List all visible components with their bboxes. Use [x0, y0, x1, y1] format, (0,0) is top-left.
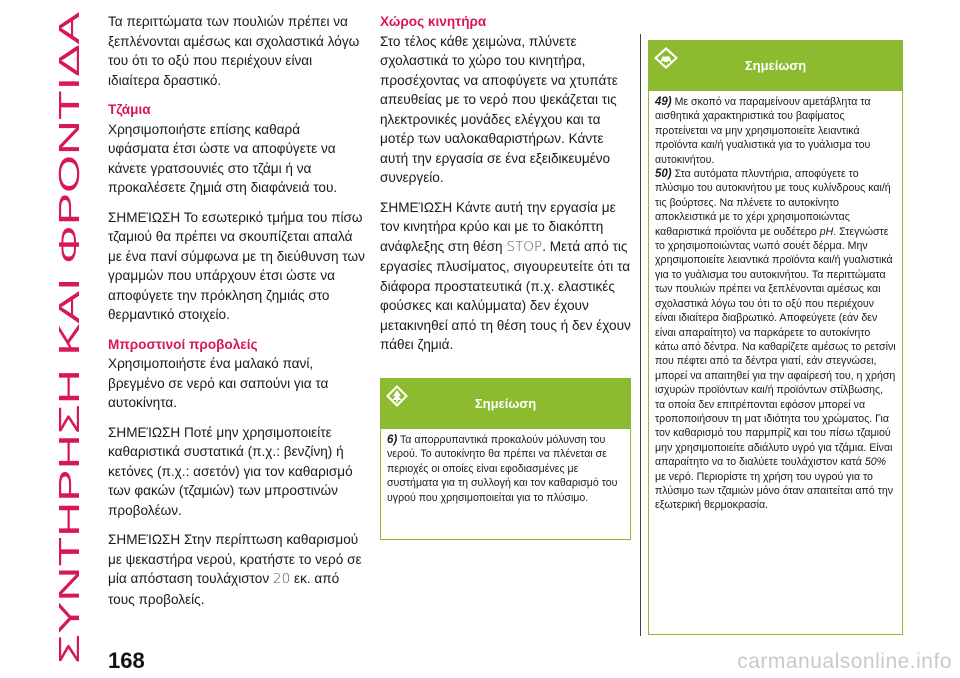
- paragraph: ΣΗΜΕΊΩΣΗ Κάντε αυτή την εργασία με τον κινητήρα κρύο και με το διακόπτη ανάφλεξης στη θέση STOP. Μετά από τις εργασίες πλυσίματος, σιγουρευτείτε ότι τα διάφορα προστατευτικά (π.χ. ελαστικές φούσκες και καλύμματα) δεν έχουν μετακινηθεί από τη θέση τους ή δεν έχουν πάθει ζημιά.: [380, 199, 631, 352]
- note-header: [381, 379, 630, 429]
- left-column: [108, 12, 365, 619]
- page-number: 168: [108, 648, 145, 673]
- note-title: Σημείωση: [744, 58, 807, 73]
- middle-column: [380, 12, 632, 365]
- percent-value: 50%: [864, 456, 887, 469]
- paragraph: Χρησιμοποιήστε ένα μαλακό πανί, βρεγμένο σε νερό και σαπούνι για τα αυτοκίνητα.: [108, 356, 329, 410]
- paragraph: Χρησιμοποιήστε επίσης καθαρά υφάσματα έτσι ώστε να αποφύγετε να κάνετε γρατσουνιές στο τζάμι ή να προκαλέσετε ζημιά στη διαφάνειά του.: [108, 121, 338, 195]
- car-warning-icon: [653, 41, 679, 91]
- paragraph: ΣΗΜΕΊΩΣΗ Στην περίπτωση καθαρισμού με ψεκαστήρα νερού, κρατήστε το νερό σε μία απόσταση τουλάχιστον 20 εκ. από τους προβολείς.: [108, 532, 362, 607]
- chapter-side-title: [0, 0, 90, 678]
- note-body: 6) Τα απορρυπαντικά προκαλούν μόλυνση του νερού. Το αυτοκίνητο θα πρέπει να πλένεται σε περιοχές οι οποίες είναι εφοδιασμένες με συστήματα για τη συλλογή και τον καθαρισμό του υγρού που χρησιμοποιείται για το πλύσιμο.: [387, 434, 618, 504]
- care-note-box: [648, 40, 903, 635]
- paragraph: ΣΗΜΕΊΩΣΗ Το εσωτερικό τμήμα του πίσω τζαμιού θα πρέπει να σκουπίζεται απαλά με ένα πανί σύμφωνα με τη διεύθυνση των γραμμών που υπάρχουν έτσι ώστε να αποφύγετε την πρόκληση ζημιάς στο θερμαντικό στοιχείο.: [108, 209, 365, 322]
- note-header: [649, 41, 902, 91]
- distance-value: 20: [272, 571, 291, 587]
- note-number: 49): [655, 96, 672, 108]
- section-heading-headlights: Μπροστινοί προβολείς: [108, 336, 258, 352]
- ph-term: pH: [819, 225, 834, 238]
- chapter-title-text: ΣΥΝΤΗΡΗΣΗ ΚΑΙ ΦΡΟΝΤΙΔΑ: [54, 274, 86, 664]
- paragraph: ΣΗΜΕΊΩΣΗ Ποτέ μην χρησιμοποιείτε καθαριστικά συστατικά (π.χ.: βενζίνη) ή κετόνες (π.χ.: ασετόν) για τον καθαρισμό των φακών (τζαμιών) των μπροστινών προβολέων.: [108, 424, 353, 518]
- environment-tree-icon: [385, 379, 409, 429]
- ignition-position: STOP: [506, 238, 543, 255]
- watermark: carmanualsonline.info: [737, 650, 952, 673]
- column-divider: [640, 34, 641, 636]
- section-heading-engine-bay: Χώρος κινητήρα: [380, 14, 487, 29]
- note-title: Σημείωση: [474, 396, 537, 411]
- paragraph: Τα περιττώματα των πουλιών πρέπει να ξεπλένονται αμέσως και σχολαστικά λόγω του ότι το οξύ που περιέχουν είναι ιδιαίτερα δραστικό.: [108, 14, 360, 88]
- paragraph: Στο τέλος κάθε χειμώνα, πλύνετε σχολαστικά το χώρο του κινητήρα, προσέχοντας να αποφύγετε να χτυπάτε απευθείας με το νερό που ψεκάζεται τις ηλεκτρονικές μονάδες ελέγχου και τα μοτέρ των υαλοκαθαριστήρων. Κάντε αυτή την εργασία σε ένα εξειδικευμένο συνεργείο.: [380, 33, 618, 185]
- environment-note-box: [380, 378, 631, 540]
- note-number: 50): [655, 168, 672, 181]
- note-body: 49) Με σκοπό να παραμείνουν αμετάβλητα τα αισθητικά χαρακτηριστικά του βαφίματος προτείνεται να μην χρησιμοποιείτε λειαντικά προϊόντα και/ή γυαλιστικά για το γυάλισμα του αυτοκινήτου. 50) Στα αυτόματα πλυντήρια, αποφύγετε το πλύσιμο του αυτοκινήτου με τους κυλίνδρους και/ή τις βούρτσες. Να πλένετε το αυτοκίνητο αποκλειστικά με το χέρι χρησιμοποιώντας καθαριστικά προϊόντα με ουδέτερο pH. Στεγνώστε το χρησιμοποιώντας νωπό σουέτ δέρμα. Μην χρησιμοποιείτε λειαντικά προϊόντα και/ή γυαλιστικά για το γυάλισμα του αυτοκινήτου. Τα περιττώματα των πουλιών πρέπει να ξεπλένονται αμέσως και σχολαστικά λόγω του ότι το οξύ που περιέχουν είναι ιδιαίτερα διαβρωτικό. Αποφεύγετε (εάν δεν είναι απαραίτητο) να παρκάρετε το αυτοκίνητο κάτω από δέντρα. Να καθαρίζετε αμέσως το ρετσίνι που πέφτει από τα δέντρα γιατί, εάν στεγνώσει, μπορεί να απαιτηθεί για την αφαίρεσή του, η χρήση ισχυρών προϊόντων και/ή προϊόντων στίλβωσης, τα οποία δεν επιτρέπονται εφόσον μπορεί να τροποποιήσουν τη ματ ιδιότητα του χρώματος. Για τον καθαρισμό του παρμπρίζ και του πίσω τζαμιού μην χρησιμοποιείτε αδιάλυτο υγρό για τζάμια. Είναι απαραίτητο να το διαλύετε τουλάχιστον κατά 50% με νερό. Περιορίστε τη χρήση του υγρού για το πλύσιμο των τζαμιών μόνο όταν απαιτείται από την εξωτερική θερμοκρασία.: [655, 96, 896, 512]
- note-number: 6): [387, 434, 398, 446]
- section-heading-windows: Τζάμια: [108, 102, 151, 117]
